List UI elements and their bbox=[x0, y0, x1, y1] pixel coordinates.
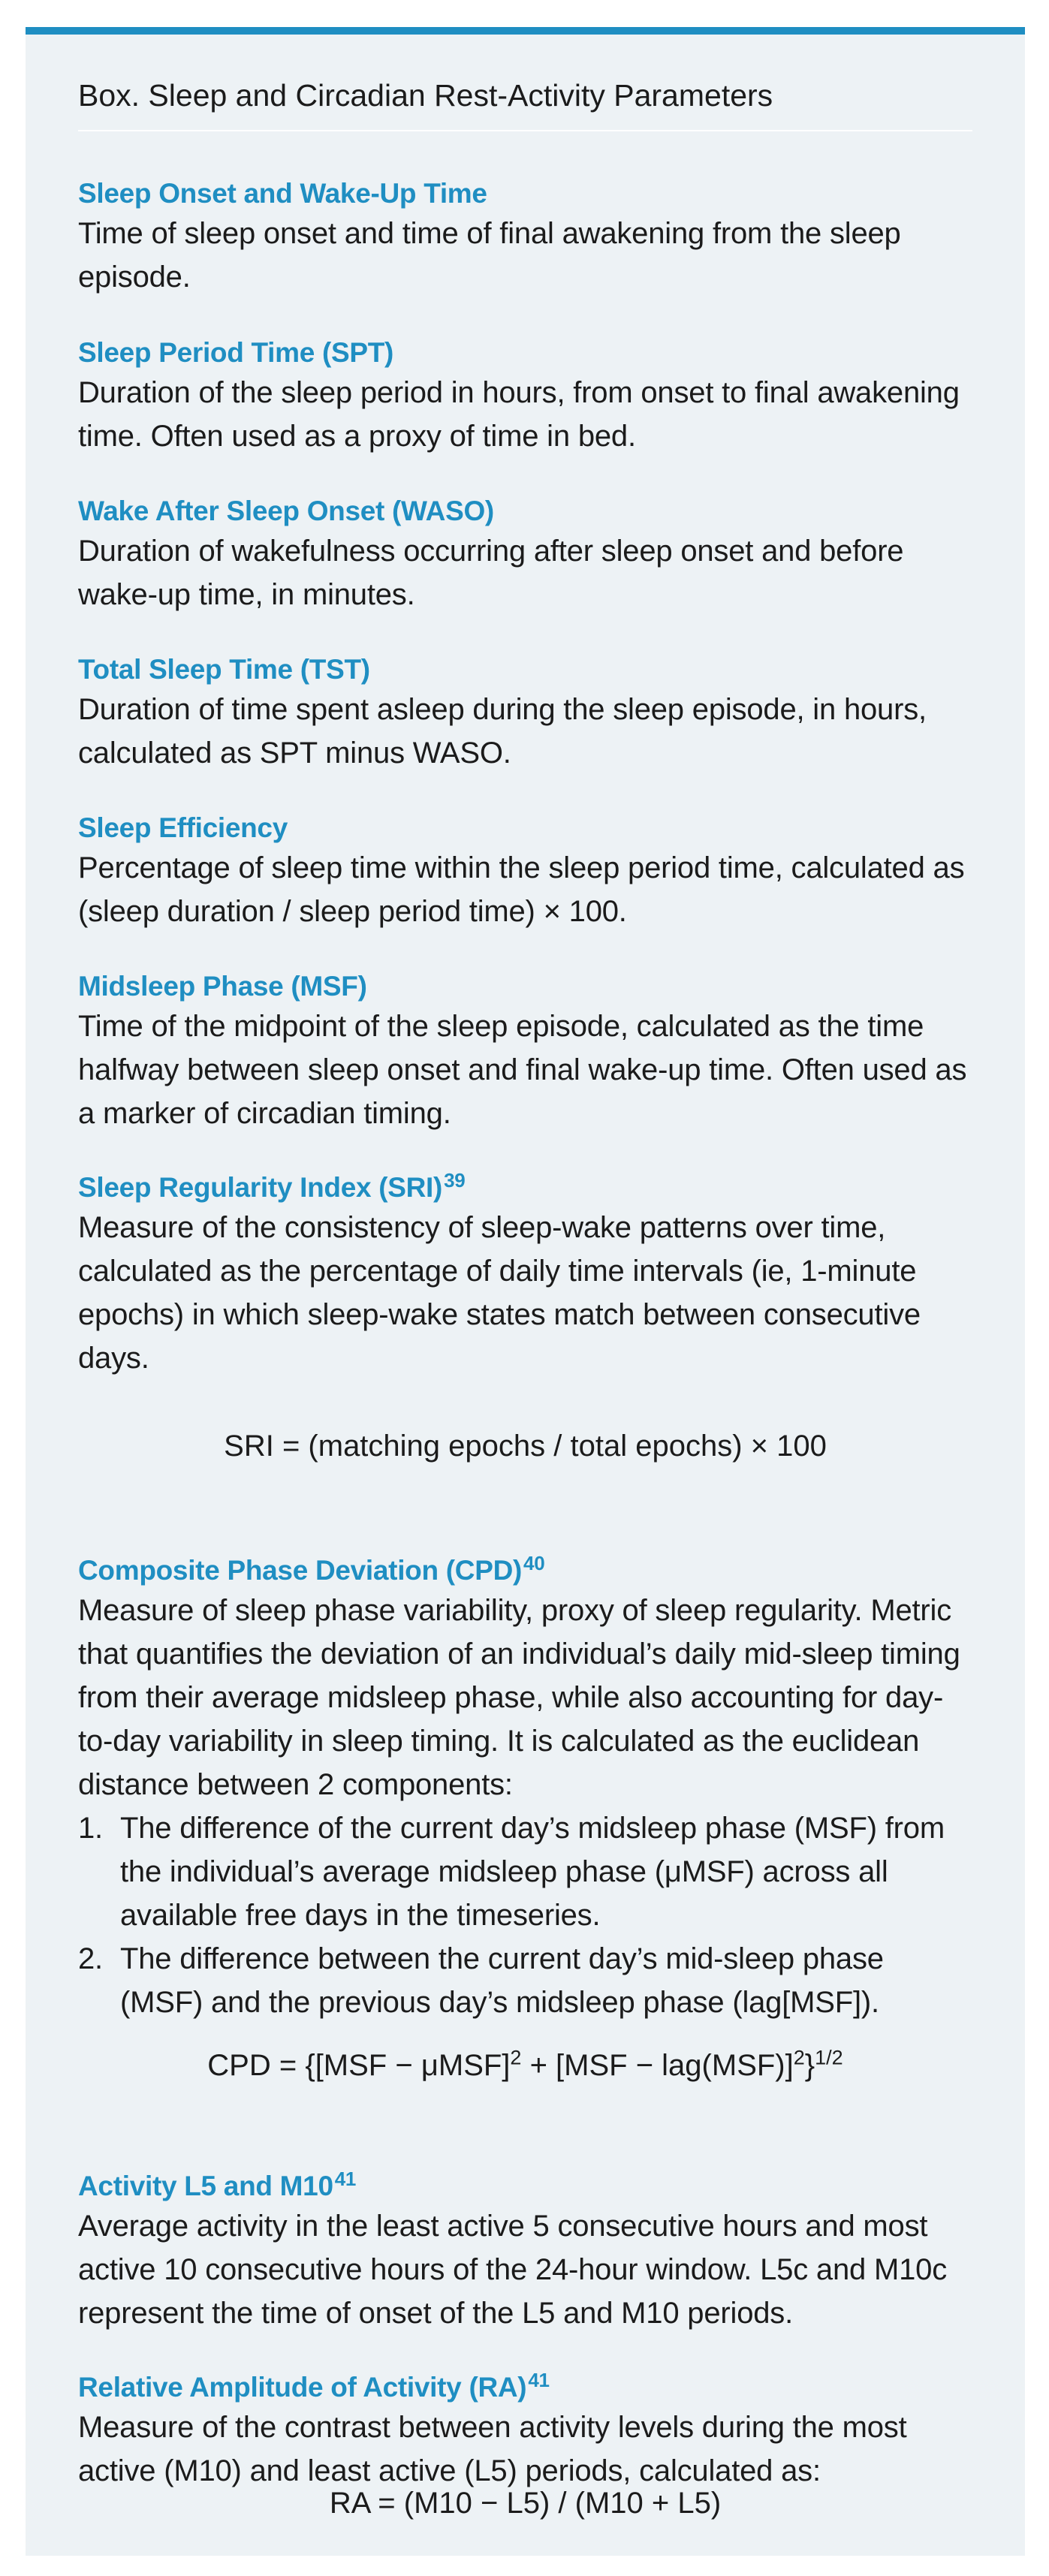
term-waso bbox=[78, 493, 972, 616]
formula-exponent: 2 bbox=[793, 2046, 805, 2069]
term-heading: Wake After Sleep Onset (WASO) bbox=[78, 496, 494, 526]
formula-part: } bbox=[804, 2049, 815, 2082]
formula-exponent: 2 bbox=[510, 2046, 522, 2069]
list-number: 2. bbox=[78, 1942, 103, 1975]
formula-exponent: 1/2 bbox=[815, 2046, 843, 2069]
term-definition: Duration of time spent asleep during the sleep episode, in hours, calculated as SPT minus WASO. bbox=[78, 693, 927, 770]
list-item bbox=[78, 1937, 972, 2024]
term-definition: Percentage of sleep time within the sleep period time, calculated as (sleep duration / sleep period time) × 100. bbox=[78, 851, 965, 928]
box-title: Box. Sleep and Circadian Rest-Activity Parameters bbox=[78, 78, 773, 113]
term-activity-l5-m10 bbox=[78, 2168, 972, 2335]
term-spt bbox=[78, 335, 972, 458]
term-definition: Duration of wakefulness occurring after sleep onset and before wake-up time, in minutes. bbox=[78, 535, 904, 611]
term-midsleep-phase bbox=[78, 969, 972, 1135]
term-heading: Sleep Efficiency bbox=[78, 812, 288, 843]
term-heading-text: Composite Phase Deviation (CPD) bbox=[78, 1555, 523, 1586]
term-heading-text: Activity L5 and M10 bbox=[78, 2171, 333, 2201]
term-tst bbox=[78, 652, 972, 775]
term-definition: Average activity in the least active 5 consecutive hours and most active 10 consecutive hours of the 24-hour window. L5c and M10c represent the time of onset of the L5 and M10 periods. bbox=[78, 2210, 947, 2330]
reference-number: 39 bbox=[444, 1168, 466, 1192]
term-cpd bbox=[78, 1553, 972, 2024]
parameters-box bbox=[26, 27, 1025, 2556]
reference-number: 40 bbox=[523, 1551, 545, 1574]
term-heading bbox=[78, 1553, 972, 1589]
term-heading: Total Sleep Time (TST) bbox=[78, 654, 370, 685]
term-relative-amplitude bbox=[78, 2370, 972, 2493]
formula-part: CPD = {[MSF − μMSF] bbox=[207, 2049, 511, 2082]
list-text: The difference between the current day’s mid-sleep phase (MSF) and the previous day’s midsleep phase (lag[MSF]). bbox=[120, 1942, 884, 2019]
title-divider bbox=[78, 130, 972, 131]
term-heading bbox=[78, 1170, 972, 1206]
term-definition: Duration of the sleep period in hours, from onset to final awakening time. Often used as a proxy of time in bed. bbox=[78, 376, 960, 453]
sri-formula: SRI = (matching epochs / total epochs) × 100 bbox=[224, 1430, 827, 1463]
term-definition: Time of sleep onset and time of final awakening from the sleep episode. bbox=[78, 217, 901, 294]
term-sleep-efficiency bbox=[78, 810, 972, 933]
term-heading bbox=[78, 2370, 972, 2406]
term-sleep-onset bbox=[78, 176, 972, 299]
cpd-components-list bbox=[78, 1806, 972, 2024]
term-definition: Measure of sleep phase variability, proxy of sleep regularity. Metric that quantifies the deviation of an individual’s daily mid-sleep timing from their average midsleep phase, while also accounting for day-to-day variability in sleep timing. It is calculated as the euclidean distance between 2 components: bbox=[78, 1594, 960, 1801]
list-text: The difference of the current day’s midsleep phase (MSF) from the individual’s average midsleep phase (μMSF) across all available free days in the timeseries. bbox=[120, 1812, 945, 1932]
term-heading bbox=[78, 2168, 972, 2204]
cpd-formula bbox=[78, 2044, 972, 2087]
ra-formula: RA = (M10 − L5) / (M10 + L5) bbox=[329, 2487, 722, 2520]
list-number: 1. bbox=[78, 1812, 103, 1845]
list-item bbox=[78, 1806, 972, 1937]
term-heading-text: Relative Amplitude of Activity (RA) bbox=[78, 2372, 527, 2403]
term-definition: Measure of the consistency of sleep-wake patterns over time, calculated as the percentage of daily time intervals (ie, 1-minute epochs) in which sleep-wake states match between consecutive days. bbox=[78, 1211, 921, 1375]
reference-number: 41 bbox=[528, 2368, 550, 2391]
term-sri bbox=[78, 1170, 972, 1380]
term-heading-text: Sleep Regularity Index (SRI) bbox=[78, 1172, 443, 1203]
reference-number: 41 bbox=[334, 2167, 357, 2190]
term-heading: Sleep Period Time (SPT) bbox=[78, 337, 394, 368]
formula-part: + [MSF − lag(MSF)] bbox=[521, 2049, 794, 2082]
term-heading: Midsleep Phase (MSF) bbox=[78, 971, 367, 1002]
term-heading: Sleep Onset and Wake-Up Time bbox=[78, 178, 487, 209]
term-definition: Time of the midpoint of the sleep episode, calculated as the time halfway between sleep onset and final wake-up time. Often used as a marker of circadian timing. bbox=[78, 1010, 967, 1130]
term-definition: Measure of the contrast between activity levels during the most active (M10) and least active (L5) periods, calculated as: bbox=[78, 2411, 907, 2487]
